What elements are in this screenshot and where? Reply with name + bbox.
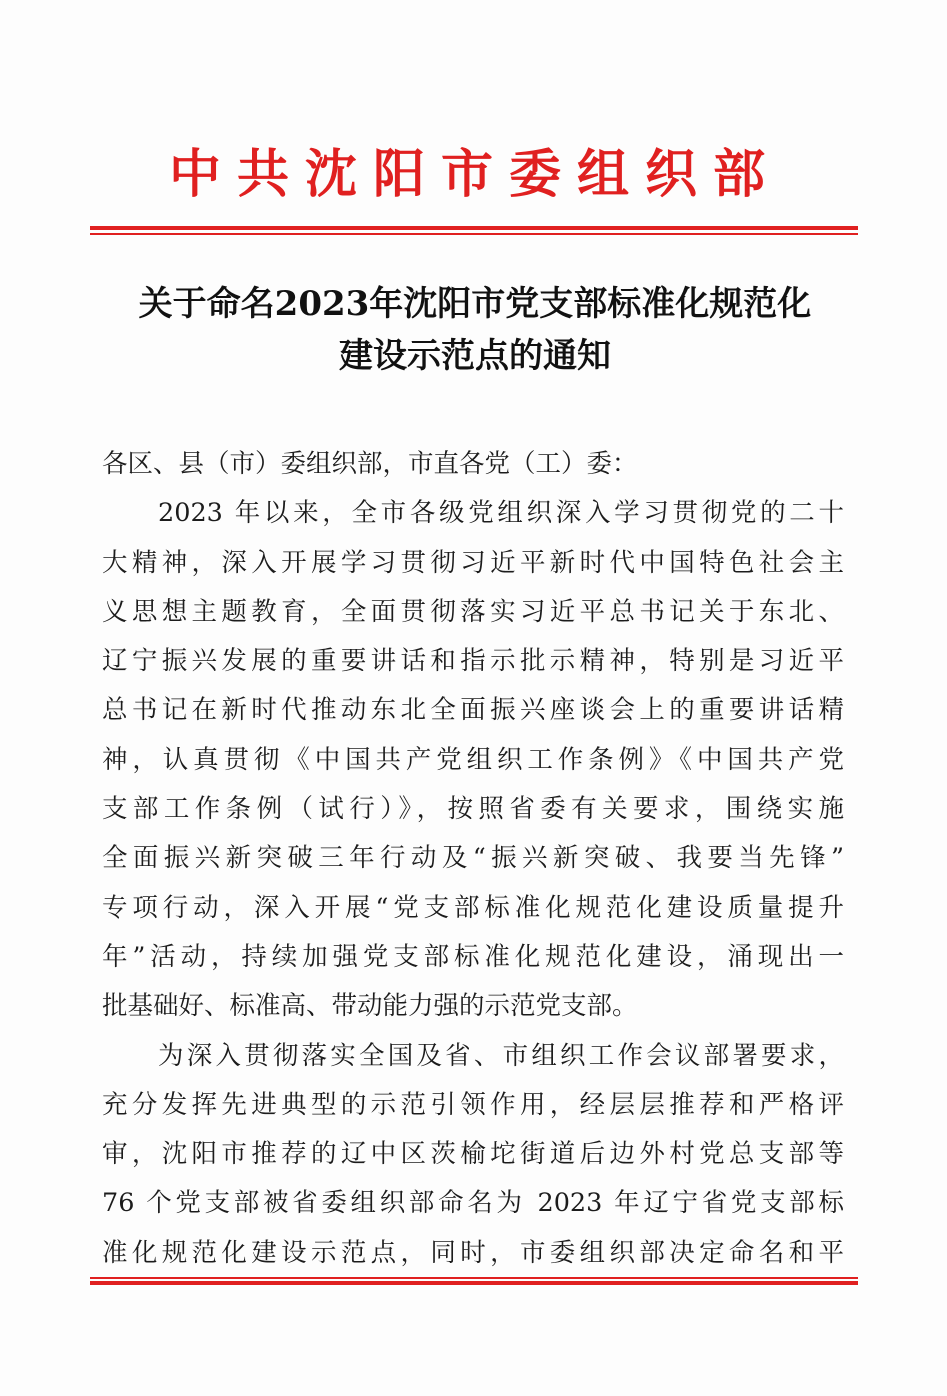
letterhead-red-rule-thin <box>90 233 858 235</box>
paragraph-1-line: 义思想主题教育，全面贯彻落实习近平总书记关于东北、 <box>102 596 844 627</box>
paragraph-2-line: 充分发挥先进典型的示范引领作用，经层层推荐和严格评 <box>102 1089 844 1120</box>
paragraph-2-line: 审，沈阳市推荐的辽中区茨榆坨街道后边外村党总支部等 <box>102 1139 844 1170</box>
footer-red-rule-thick <box>90 1281 858 1285</box>
document-body <box>102 440 844 1278</box>
paragraph-2-line: 为深入贯彻落实全国及省、市组织工作会议部署要求， <box>158 1040 844 1071</box>
paragraph-1-line: 辽宁振兴发展的重要讲话和指示批示精神，特别是习近平 <box>102 646 844 677</box>
paragraph-2-line: 76 个党支部被省委组织部命名为 2023 年辽宁省党支部标 <box>102 1188 844 1219</box>
paragraph-1-line: 总书记在新时代推动东北全面振兴座谈会上的重要讲话精 <box>102 695 844 726</box>
letterhead-red-rule-thick <box>90 226 858 230</box>
title-line-2: 建设示范点的通知 <box>339 336 611 376</box>
letterhead-issuer: 中共沈阳市委组织部 <box>168 144 781 205</box>
salutation: 各区、县（市）委组织部，市直各党（工）委： <box>102 449 638 479</box>
paragraph-1-line: 全面振兴新突破三年行动及“振兴新突破、我要当先锋” <box>102 843 844 874</box>
paragraph-1-line: 神，认真贯彻《中国共产党组织工作条例》《中国共产党 <box>102 744 844 775</box>
document-title <box>90 278 860 382</box>
paragraph-1-line: 专项行动，深入开展“党支部标准化规范化建设质量提升 <box>102 892 844 923</box>
paragraph-1-line: 支部工作条例（试行）》，按照省委有关要求，围绕实施 <box>102 794 844 825</box>
paragraph-1-line: 2023 年以来，全市各级党组织深入学习贯彻党的二十 <box>158 498 844 529</box>
title-line-1: 关于命名2023年沈阳市党支部标准化规范化 <box>138 284 812 324</box>
paragraph-1-line: 批基础好、标准高、带动能力强的示范党支部。 <box>102 991 638 1022</box>
footer-red-rule-thin <box>90 1277 858 1279</box>
paragraph-1-line: 年”活动，持续加强党支部标准化规范化建设，涌现出一 <box>102 941 844 972</box>
paragraph-1-line: 大精神，深入开展学习贯彻习近平新时代中国特色社会主 <box>102 547 844 578</box>
paragraph-2-line: 准化规范化建设示范点，同时，市委组织部决定命名和平 <box>102 1237 844 1268</box>
